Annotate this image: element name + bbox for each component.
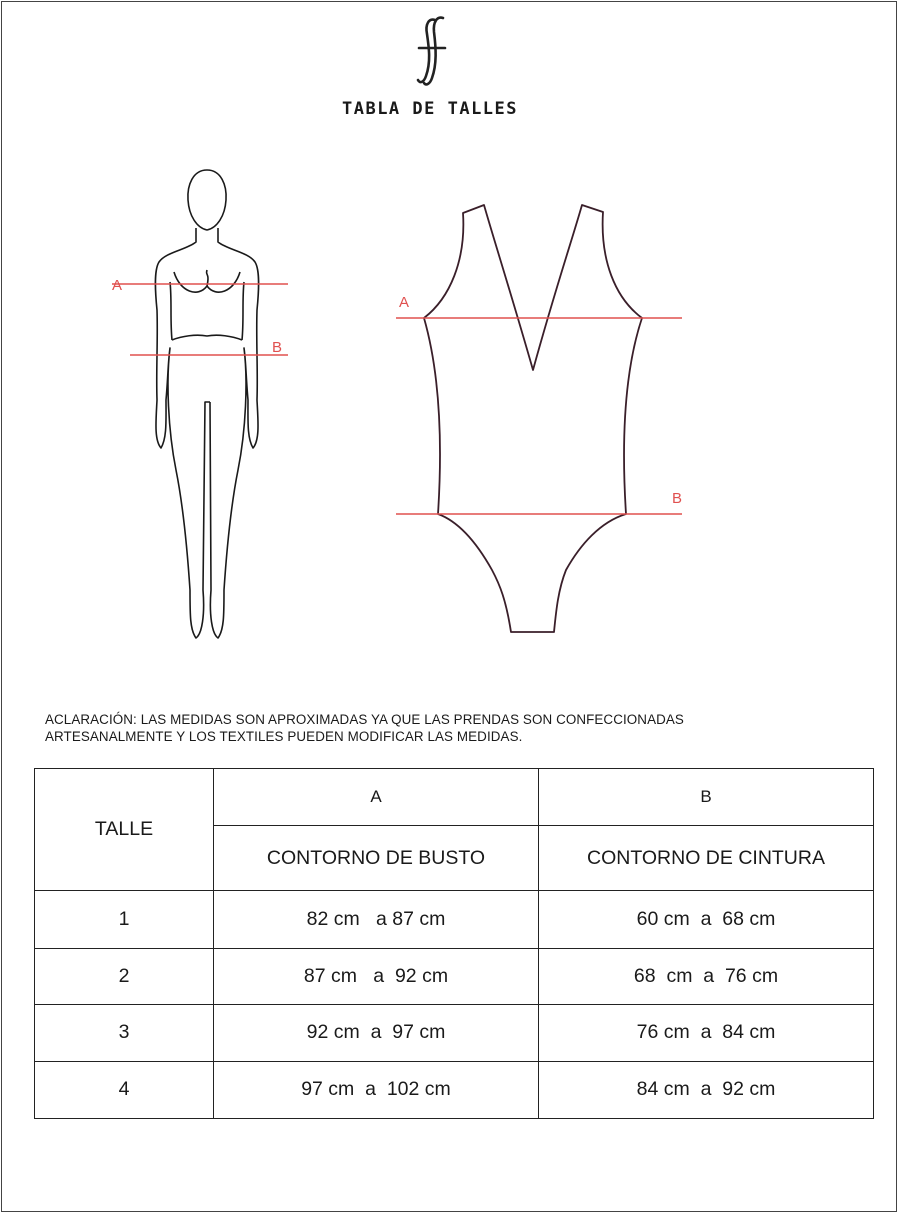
- talle-cell: 1: [35, 891, 214, 949]
- note-line-2: ARTESANALMENTE Y LOS TEXTILES PUEDEN MODIFICAR LAS MEDIDAS.: [45, 729, 523, 744]
- head-outline: [188, 170, 226, 230]
- garment-label-b: B: [672, 490, 683, 507]
- body-outline-left: [155, 228, 210, 638]
- page-title: TABLA DE TALLES: [341, 99, 519, 119]
- busto-cell: 92 cm a 97 cm: [214, 1004, 539, 1061]
- bodysuit-outline: [424, 205, 642, 632]
- col-b-letter: B: [539, 769, 874, 826]
- cintura-cell: 76 cm a 84 cm: [539, 1004, 874, 1061]
- disclaimer-note: [45, 711, 865, 745]
- body-figure: [100, 160, 300, 650]
- col-a-letter: A: [214, 769, 539, 826]
- brand-logo-icon: [405, 14, 455, 90]
- table-row: [35, 949, 874, 1004]
- busto-cell: 87 cm a 92 cm: [214, 949, 539, 1004]
- busto-cell: 97 cm a 102 cm: [214, 1061, 539, 1118]
- talle-cell: 2: [35, 949, 214, 1004]
- table-header-row: [35, 769, 874, 826]
- garment-label-a: A: [399, 294, 410, 311]
- note-line-1: ACLARACIÓN: LAS MEDIDAS SON APROXIMADAS YA QUE LAS PRENDAS SON CONFECCIONADAS: [45, 712, 684, 727]
- table-row: [35, 891, 874, 949]
- col-b-name: CONTORNO DE CINTURA: [539, 826, 874, 891]
- body-outline-right: [210, 228, 259, 638]
- cintura-cell: 60 cm a 68 cm: [539, 891, 874, 949]
- talle-header: TALLE: [35, 769, 214, 891]
- col-a-name: CONTORNO DE BUSTO: [214, 826, 539, 891]
- talle-cell: 3: [35, 1004, 214, 1061]
- busto-cell: 82 cm a 87 cm: [214, 891, 539, 949]
- table-row: [35, 1004, 874, 1061]
- size-table: [34, 768, 874, 1119]
- garment-figure: [390, 195, 690, 640]
- table-row: [35, 1061, 874, 1118]
- cintura-cell: 68 cm a 76 cm: [539, 949, 874, 1004]
- talle-cell: 4: [35, 1061, 214, 1118]
- cintura-cell: 84 cm a 92 cm: [539, 1061, 874, 1118]
- body-label-b: B: [272, 339, 283, 356]
- body-label-a: A: [112, 277, 123, 294]
